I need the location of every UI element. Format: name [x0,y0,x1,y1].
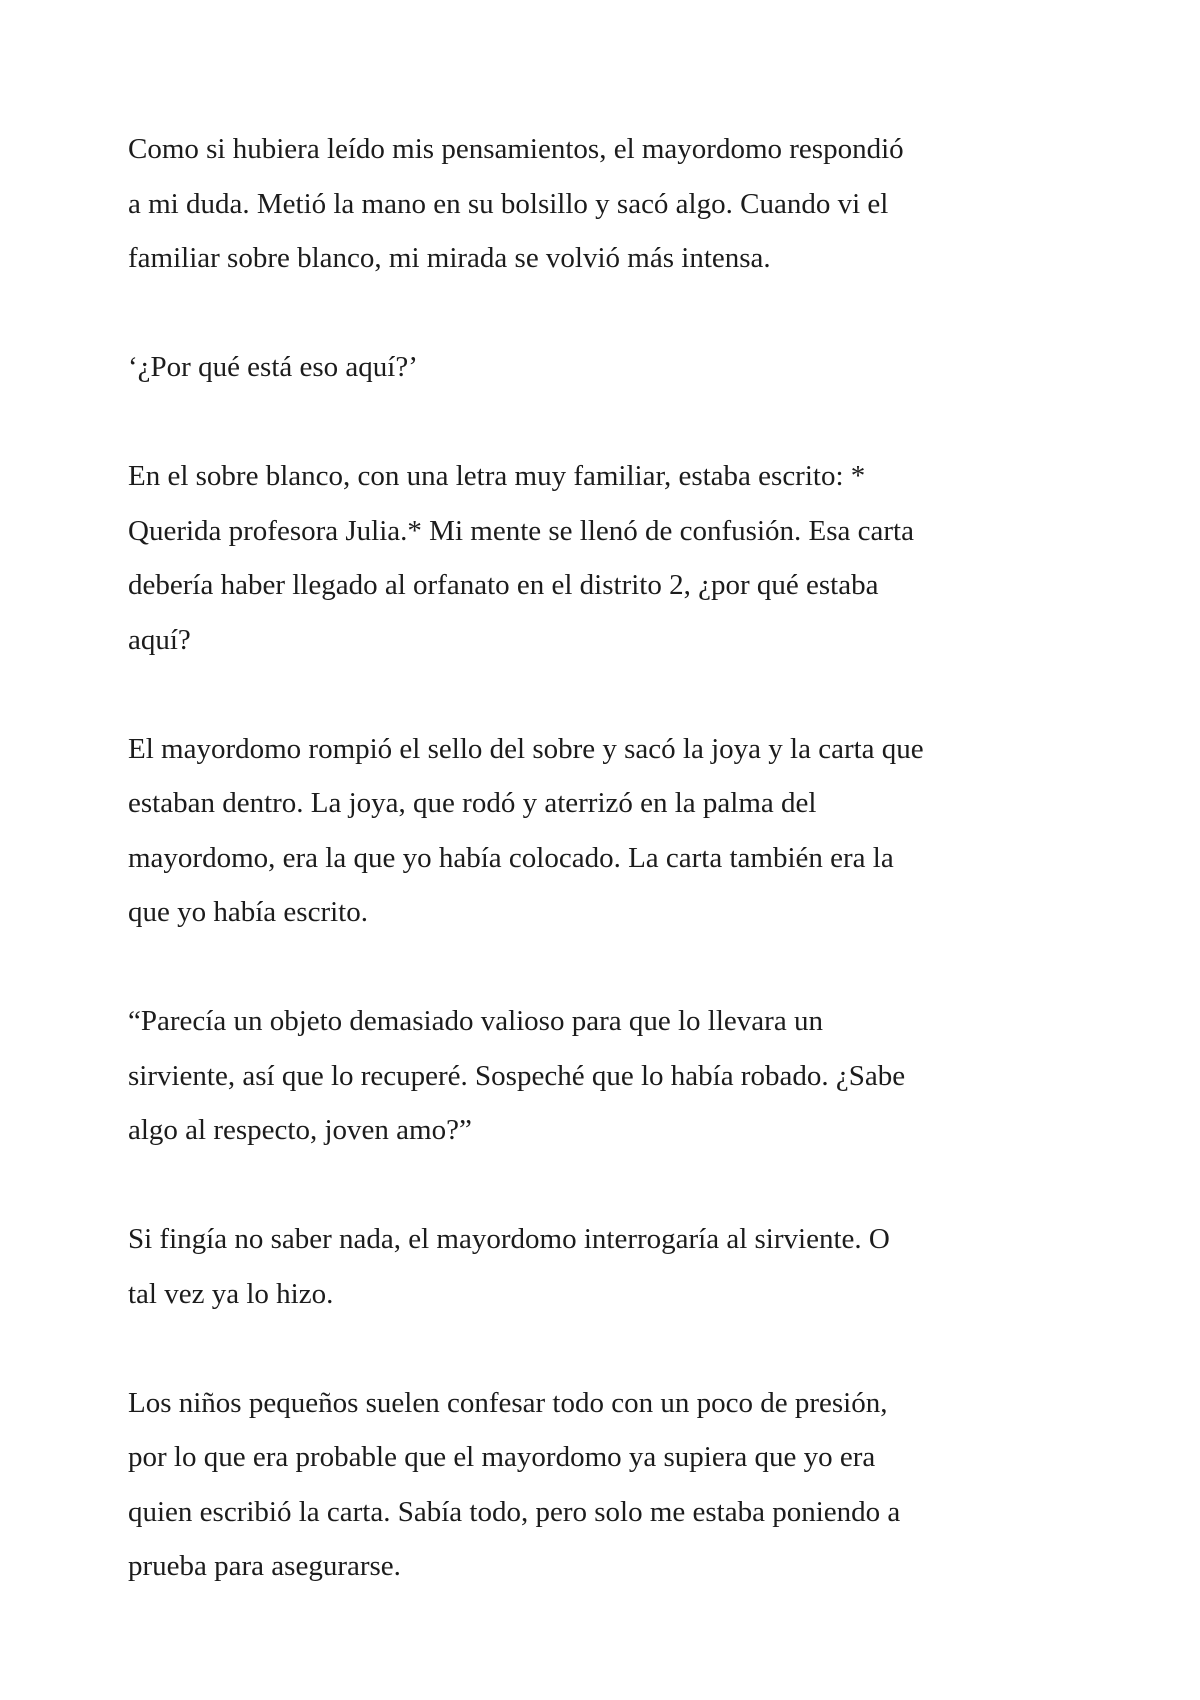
text-line: Si fingía no saber nada, el mayordomo interrogaría al sirviente. O [128,1223,890,1255]
text-line: Los niños pequeños suelen confesar todo con un poco de presión, [128,1386,888,1419]
paragraph [128,1212,1088,1321]
text-line: estaban dentro. La joya, que rodó y aterrizó en la palma del [128,787,817,819]
paragraph [128,1376,1088,1594]
paragraph [128,722,1088,940]
text-line: que yo había escrito. [128,896,368,928]
paragraph [128,449,1088,667]
text-line: En el sobre blanco, con una letra muy familiar, estaba escrito: * [128,460,866,492]
text-line: “Parecía un objeto demasiado valioso para que lo llevara un [128,1005,823,1037]
text-line: mayordomo, era la que yo había colocado. La carta también era la [128,841,894,874]
paragraph [128,994,1088,1158]
text-line: familiar sobre blanco, mi mirada se volvió más intensa. [128,242,771,274]
text-line: algo al respecto, joven amo?” [128,1114,472,1146]
text-line: sirviente, así que lo recuperé. Sospeché que lo había robado. ¿Sabe [128,1059,906,1092]
text-line: El mayordomo rompió el sello del sobre y sacó la joya y la carta que [128,732,924,765]
text-line: a mi duda. Metió la mano en su bolsillo y sacó algo. Cuando vi el [128,187,889,220]
text-line: Como si hubiera leído mis pensamientos, el mayordomo respondió [128,133,904,165]
paragraph [128,122,1088,286]
text-line: ‘¿Por qué está eso aquí?’ [128,351,418,383]
text-line: Querida profesora Julia.* Mi mente se llenó de confusión. Esa carta [128,514,914,547]
text-line: tal vez ya lo hizo. [128,1277,334,1310]
paragraph [128,340,1088,395]
text-line: por lo que era probable que el mayordomo ya supiera que yo era [128,1441,876,1473]
document-body [128,122,1088,1648]
text-line: quien escribió la carta. Sabía todo, pero solo me estaba poniendo a [128,1495,901,1528]
text-line: aquí? [128,623,191,656]
text-line: debería haber llegado al orfanato en el distrito 2, ¿por qué estaba [128,569,879,601]
text-line: prueba para asegurarse. [128,1550,401,1582]
